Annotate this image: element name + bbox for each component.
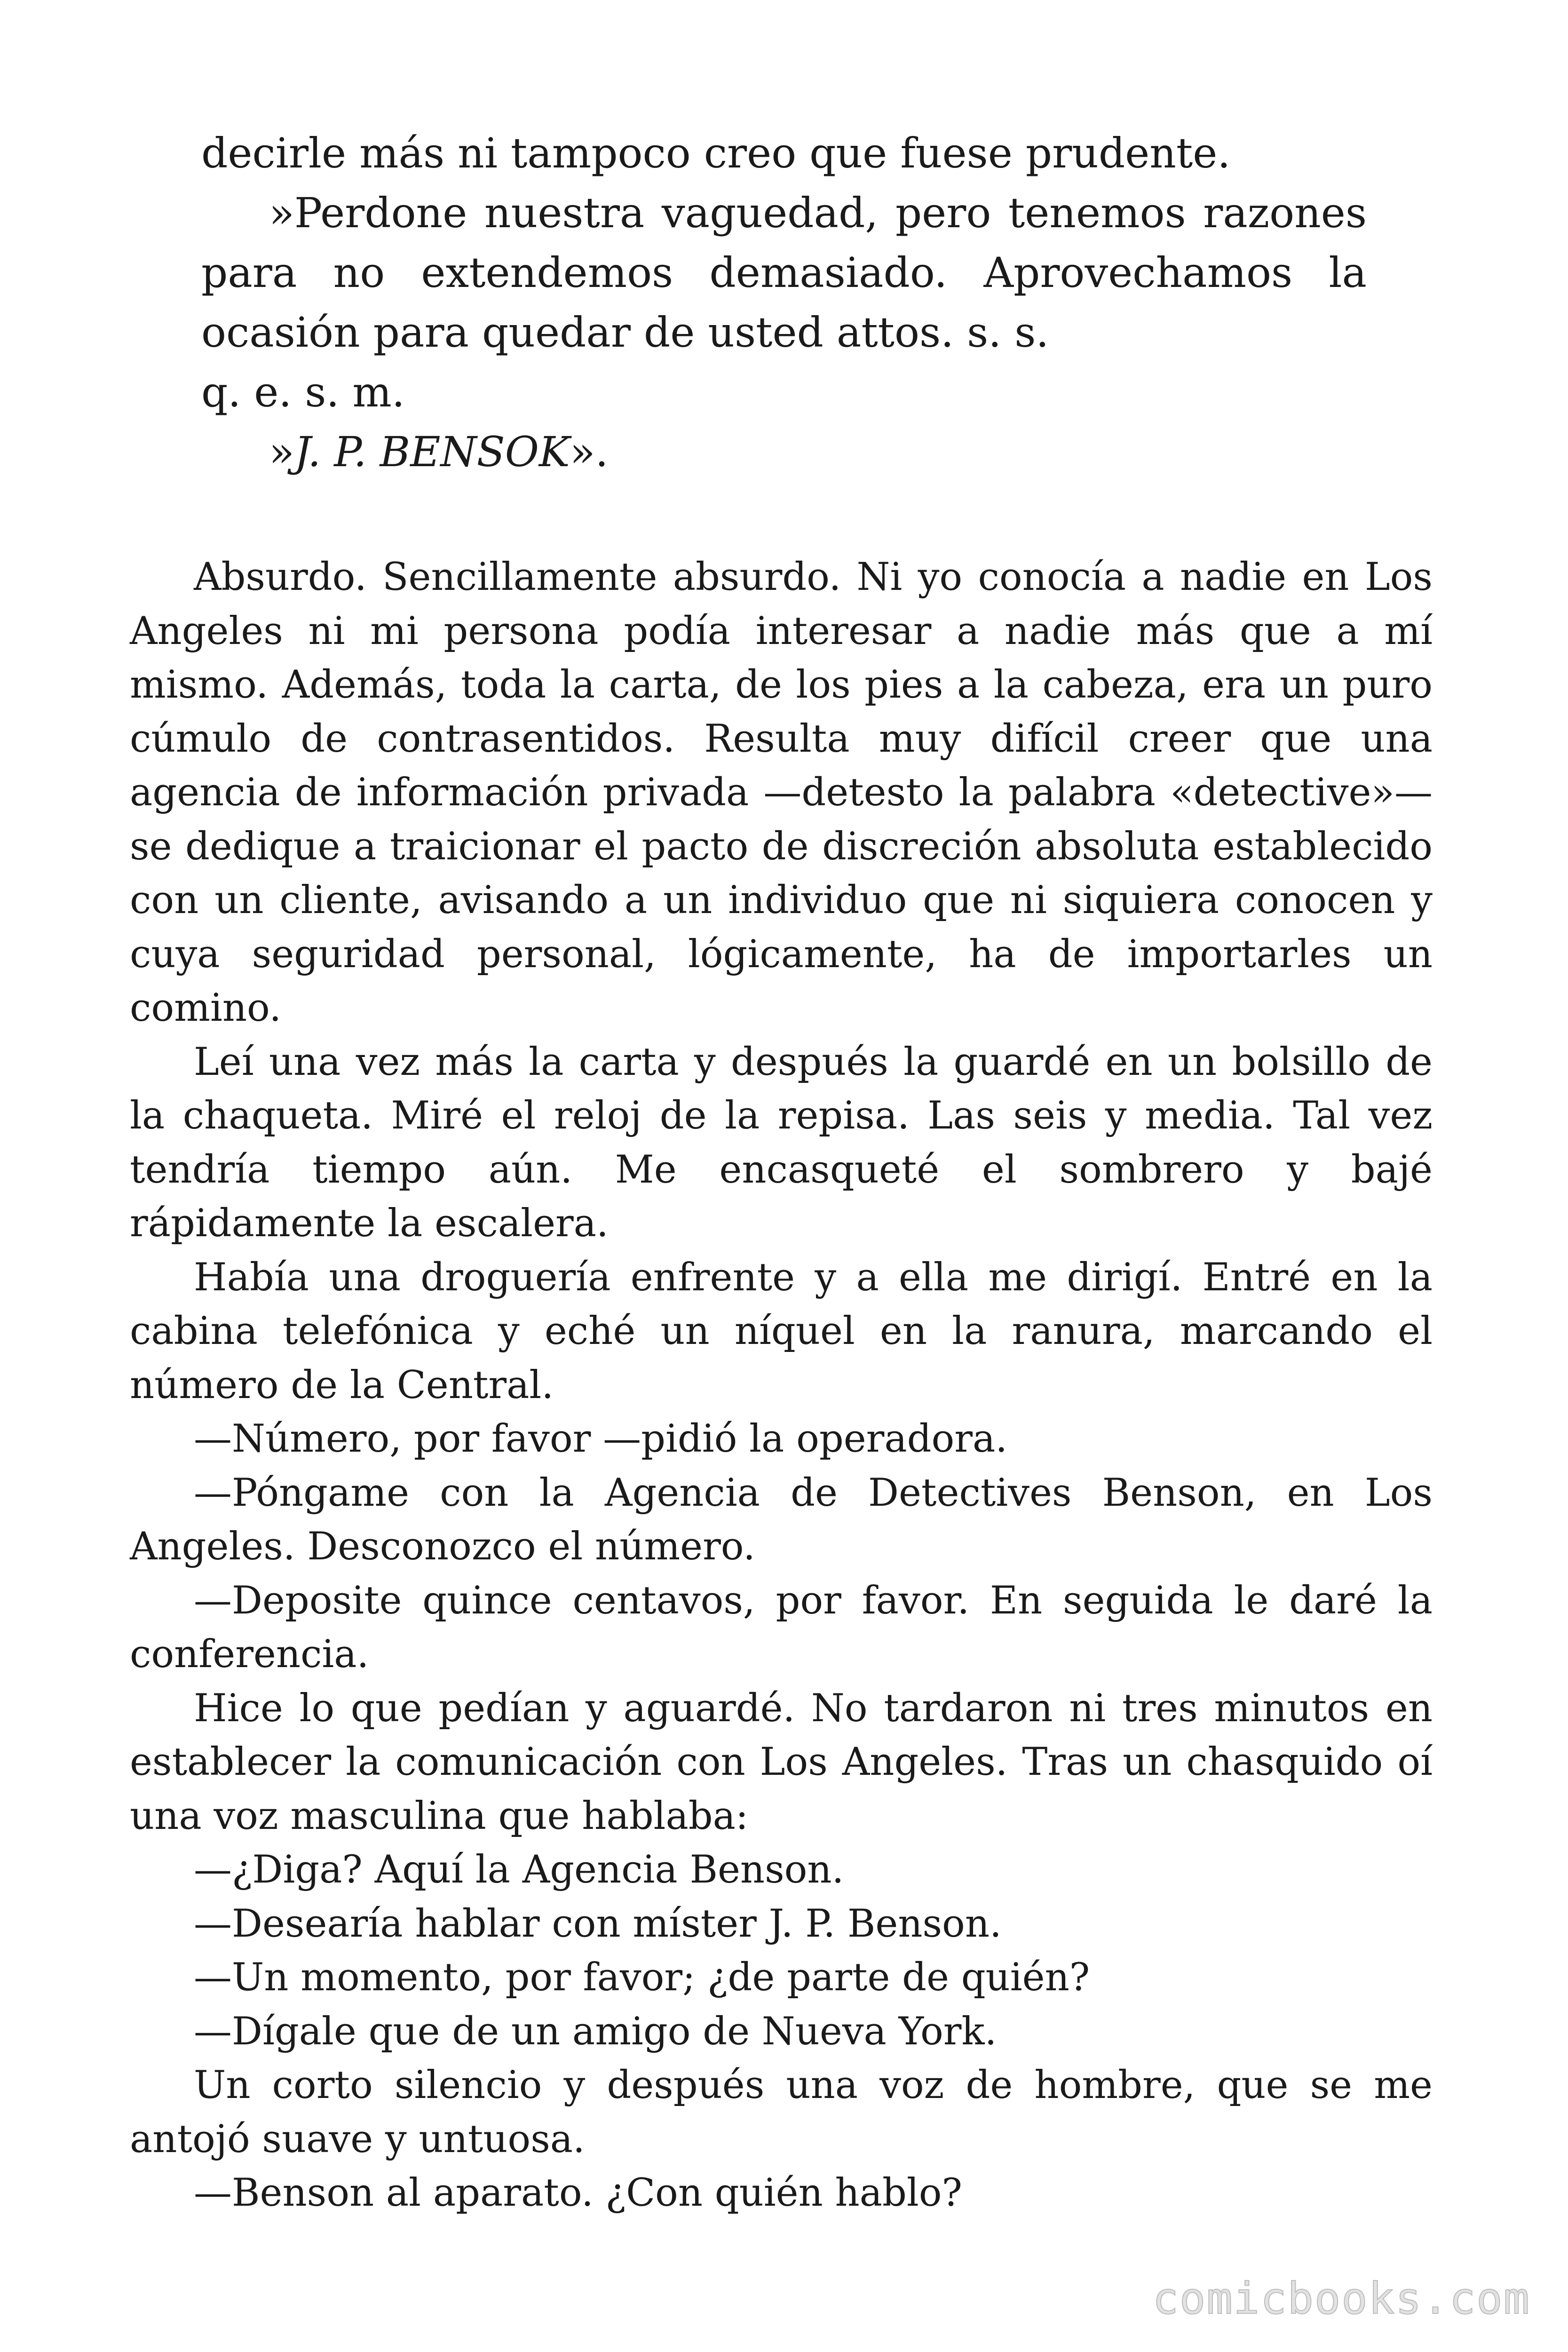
paragraph: Un corto silencio y después una voz de hombre, que se me antojó suave y untuosa. (130, 2063, 1433, 2161)
signature-open-quote: » (269, 428, 294, 476)
dialogue-line: —Un momento, por favor; ¿de parte de quién? (194, 1955, 1090, 2000)
paragraph: Leí una vez más la carta y después la guardé en un bolsillo de la chaqueta. Miré el reloj de la repisa. Las seis y media. Tal vez tendría tiempo aún. Me encasqueté el sombrero y bajé rápidamente la escalera. (130, 1040, 1433, 1246)
letter-line: decirle más ni tampoco creo que fuese prudente. (201, 129, 1231, 177)
dialogue-line: —Dígale que de un amigo de Nueva York. (194, 2009, 997, 2054)
letter-paragraph: »Perdone nuestra vaguedad, pero tenemos razones para no extendemos demasiado. Aprovechamos la ocasión para quedar de usted attos. s. s. (201, 189, 1367, 357)
narrative-body (130, 550, 1433, 2220)
paragraph: Hice lo que pedían y aguardé. No tardaron ni tres minutos en establecer la comunicación con Los Angeles. Tras un chasquido oí una voz masculina que hablaba: (130, 1686, 1433, 1838)
dialogue-line: —Deposite quince centavos, por favor. En seguida le daré la conferencia. (130, 1578, 1433, 1677)
watermark: comicbooks.com (1152, 2273, 1530, 2324)
paragraph: Absurdo. Sencillamente absurdo. Ni yo conocía a nadie en Los Angeles ni mi persona podía interesar a nadie más que a mí mismo. Además, toda la carta, de los pies a la cabeza, era un puro cúmulo de contrasentidos. Resulta muy difícil creer que una agencia de información privada —detesto la palabra «detective»— se dedique a traicionar el pacto de discreción absoluta establecido con un cliente, avisando a un individuo que ni siquiera conocen y cuya seguridad personal, lógicamente, ha de importarles un comino. (130, 555, 1433, 1030)
signature-close-quote: ». (570, 428, 609, 476)
dialogue-line: —¿Diga? Aquí la Agencia Benson. (194, 1848, 844, 1892)
dialogue-line: —Desearía hablar con míster J. P. Benson. (194, 1901, 1002, 1946)
dialogue-line: —Póngame con la Agencia de Detectives Benson, en Los Angeles. Desconozco el número. (130, 1470, 1433, 1569)
paragraph: Había una droguería enfrente y a ella me dirigí. Entré en la cabina telefónica y eché un níquel en la ranura, marcando el número de la Central. (130, 1255, 1433, 1407)
dialogue-line: —Número, por favor —pidió la operadora. (194, 1417, 1008, 1461)
letter-closing: q. e. s. m. (201, 368, 405, 416)
quoted-letter (201, 123, 1367, 482)
dialogue-line: —Benson al aparato. ¿Con quién hablo? (194, 2171, 962, 2215)
letter-signature (201, 422, 1367, 482)
signature-name: J. P. BENSOK (294, 428, 570, 476)
